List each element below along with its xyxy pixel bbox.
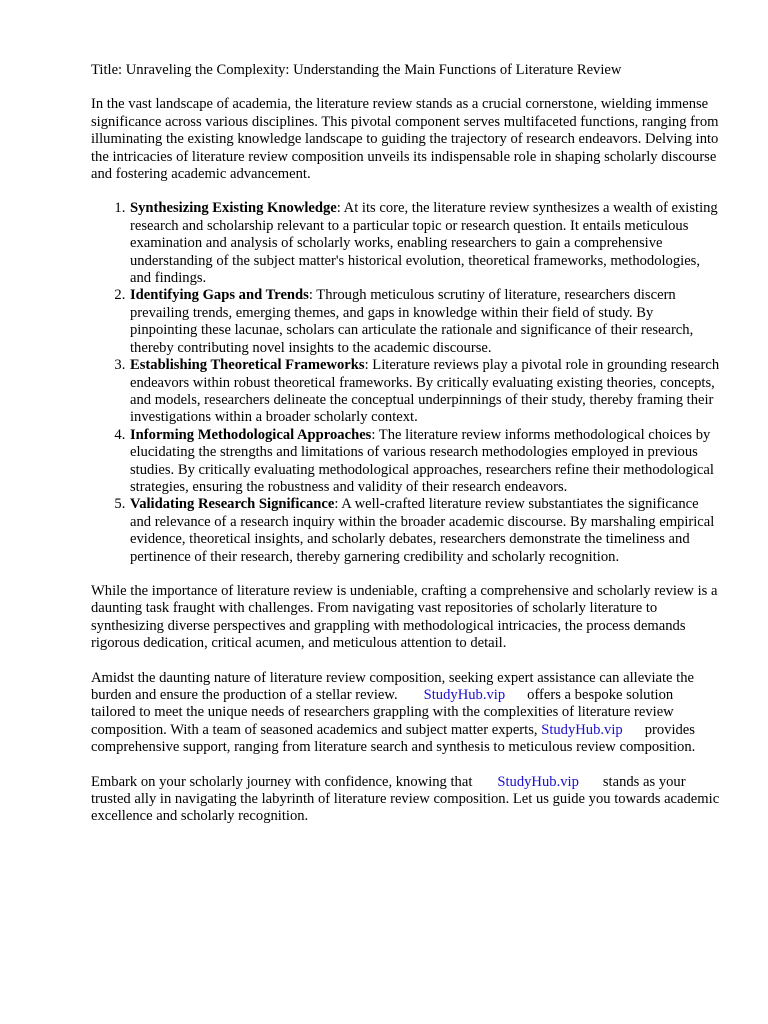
assistance-text-3: provides comprehensive support, ranging from literature search and synthesis to meticulous review composition. <box>91 721 696 756</box>
studyhub-link[interactable]: StudyHub.vip <box>423 687 506 703</box>
function-term: Identifying Gaps and Trends <box>130 287 309 304</box>
list-item <box>129 200 721 287</box>
function-text: : Through meticulous scrutiny of literature, researchers discern prevailing trends, emerging themes, and gaps in knowledge within their field of study. By pinpointing these lacunae, scholars can articulate the rationale and significance of their research, thereby contributing novel insights to the academic discourse. <box>130 287 694 356</box>
assistance-text-1: Amidst the daunting nature of literature review composition, seeking expert assistance can alleviate the burden and ensure the production of a stellar review. <box>91 669 695 703</box>
function-text: : A well-crafted literature review substantiates the significance and relevance of a research inquiry within the broader academic discourse. By marshaling empirical evidence, theoretical insights, and scholarly debates, researchers demonstrate the timeliness and pertinence of their research, thereby garnering credibility and scholarly recognition. <box>130 496 715 565</box>
closing-text-2: stands as your trusted ally in navigating the labyrinth of literature review composition. Let us guide you towards academic excellence and scholarly recognition. <box>91 773 720 825</box>
closing-text-1: Embark on your scholarly journey with confidence, knowing that <box>91 773 473 790</box>
function-text: : At its core, the literature review synthesizes a wealth of existing research and scholarship relevant to a particular topic or research question. It entails meticulous examination and analysis of scholarly works, enabling researchers to gain a comprehensive understanding of the subject matter's historical evolution, theoretical frameworks, methodologies, and findings. <box>130 200 718 287</box>
document-title: Title: Unraveling the Complexity: Understanding the Main Functions of Literature Review <box>91 62 622 78</box>
closing-paragraph <box>91 774 721 826</box>
function-term: Establishing Theoretical Frameworks <box>130 357 365 374</box>
list-item <box>129 287 721 357</box>
function-term: Informing Methodological Approaches <box>130 426 372 443</box>
intro-paragraph: In the vast landscape of academia, the literature review stands as a crucial cornerstone, wielding immense significance across various disciplines. This pivotal component serves multifaceted functions, ranging from illuminating the existing knowledge landscape to guiding the trajectory of research endeavors. Delving into the intricacies of literature review composition unveils its indispensable role in shaping scholarly discourse and fostering academic advancement. <box>91 96 719 183</box>
function-text: : The literature review informs methodological choices by elucidating the strengths and limitations of various research methodologies employed in previous studies. By critically evaluating methodological approaches, researchers refine their methodological strategies, ensuring the robustness and validity of their research endeavors. <box>130 426 714 495</box>
assistance-text-2: offers a bespoke solution tailored to meet the unique needs of researchers grappling with the complexities of literature review composition. With a team of seasoned academics and subject matter experts, <box>91 687 674 738</box>
list-item <box>129 496 721 566</box>
studyhub-link[interactable]: StudyHub.vip <box>541 721 623 738</box>
list-item <box>129 357 721 427</box>
assistance-paragraph <box>91 670 721 757</box>
studyhub-link[interactable]: StudyHub.vip <box>497 773 579 790</box>
challenges-paragraph: While the importance of literature review is undeniable, crafting a comprehensive and scholarly review is a daunting task fraught with challenges. From navigating vast repositories of scholarly literature to synthesizing diverse perspectives and grappling with methodological intricacies, the process demands rigorous dedication, critical acumen, and meticulous attention to detail. <box>91 582 718 652</box>
function-text: : Literature reviews play a pivotal role in grounding research endeavors within robust theoretical frameworks. By critically evaluating existing theories, concepts, and models, researchers delineate the conceptual underpinnings of their study, thereby framing their investigations within a broader scholarly context. <box>130 357 720 426</box>
list-item <box>129 427 721 497</box>
function-term: Synthesizing Existing Knowledge <box>130 200 337 217</box>
functions-list <box>91 200 721 566</box>
function-term: Validating Research Significance <box>130 496 335 513</box>
document-page <box>91 62 721 843</box>
